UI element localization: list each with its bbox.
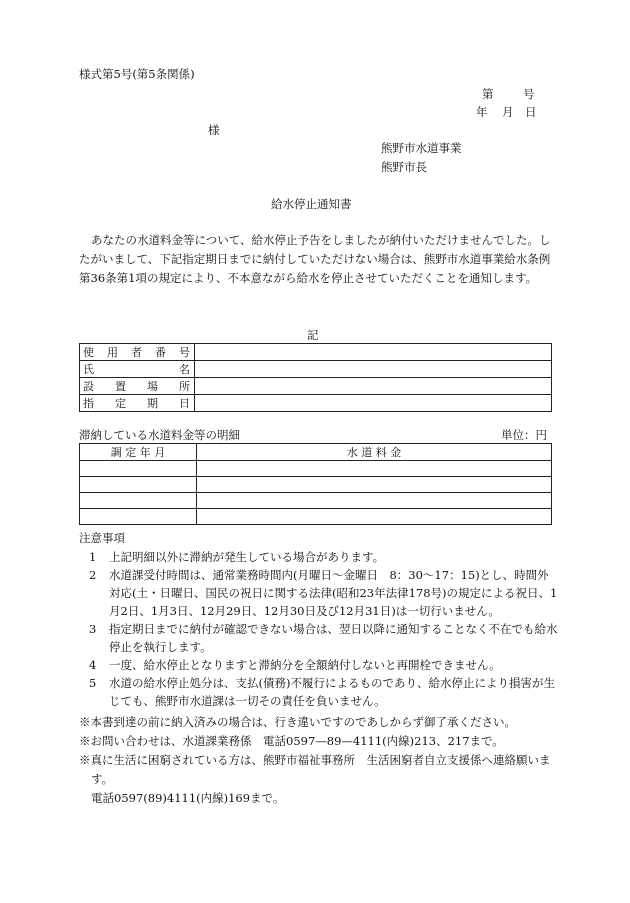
- arrears-unit: 単位：円: [501, 428, 547, 442]
- form-id: 様式第5号(第5条関係): [79, 67, 195, 81]
- arrears-cell: [80, 461, 197, 477]
- arrears-cell: [197, 477, 552, 493]
- remark-line: ※本書到達の前に納入済みの場合は、行き違いですのであしからず御了承ください。: [79, 715, 516, 729]
- note-item: [79, 548, 559, 566]
- remark-line: ※真に生活に困窮されている方は、熊野市福祉事務所 生活困窮者自立支援係へ連絡願います。: [79, 753, 551, 786]
- doc-number-go: 号: [523, 87, 535, 101]
- arrears-cell: [197, 509, 552, 525]
- info-table: [79, 343, 552, 412]
- doc-number-dai: 第: [482, 87, 494, 101]
- info-row: [80, 344, 552, 361]
- info-row: [80, 378, 552, 395]
- arrears-cell: [80, 477, 197, 493]
- arrears-cell: [80, 493, 197, 509]
- info-row-label: 設 置 場 所: [80, 378, 195, 395]
- date-year: 年: [476, 105, 488, 119]
- arrears-cell: [80, 509, 197, 525]
- note-number: 3: [89, 622, 97, 636]
- addressee-suffix: 様: [208, 123, 220, 137]
- info-row-label: 氏 名: [80, 361, 195, 378]
- arrears-title: 滞納している水道料金等の明細: [79, 428, 240, 442]
- info-row: [80, 395, 552, 412]
- remarks: [79, 713, 561, 808]
- notes-list: [79, 548, 559, 710]
- arrears-row: [80, 461, 552, 477]
- note-number: 5: [89, 676, 97, 690]
- date-month: 月: [502, 105, 514, 119]
- info-row-value: [195, 361, 552, 378]
- info-row-value: [195, 395, 552, 412]
- doc-title: 給水停止通知書: [271, 197, 352, 211]
- arrears-row: [80, 509, 552, 525]
- arrears-header-row: [80, 444, 552, 461]
- info-row-value: [195, 378, 552, 395]
- body-text: あなたの水道料金等について、給水停止予告をしましたが納付いただけませんでした。したがいまして、下記指定期日までに納付していただけない場合は、熊野市水道事業給水条例第36条第1項の規定により、不本意ながら給水を停止させていただくことを通知します。: [79, 233, 551, 285]
- notes-title: 注意事項: [79, 531, 125, 545]
- note-text: 水道の給水停止処分は、支払(債務)不履行によるものであり、給水停止により損害が生じても、熊野市水道課は一切その責任を負いません。: [109, 676, 555, 708]
- arrears-row: [80, 493, 552, 509]
- date-day: 日: [525, 105, 537, 119]
- note-number: 4: [89, 658, 97, 672]
- arrears-table: [79, 443, 552, 525]
- remark-line: ※お問い合わせは、水道課業務係 電話0597—89—4111(内線)213、217まで。: [79, 734, 504, 748]
- remark-line: 電話0597(89)4111(内線)169まで。: [91, 791, 285, 805]
- note-text: 上記明細以外に滞納が発生している場合があります。: [109, 550, 385, 564]
- note-number: 2: [89, 568, 97, 582]
- issuer-title: 熊野市長: [381, 160, 427, 174]
- info-row-label: 使 用 者 番 号: [80, 344, 195, 361]
- note-item: [79, 674, 559, 710]
- info-row-label: 指 定 期 日: [80, 395, 195, 412]
- arrears-cell: [197, 493, 552, 509]
- ki-label: 記: [307, 328, 319, 342]
- info-row-value: [195, 344, 552, 361]
- info-row: [80, 361, 552, 378]
- note-item: [79, 566, 559, 620]
- note-text: 水道課受付時間は、通常業務時間内(月曜日～金曜日 8：30～17：15)とし、時間外対応(土・日曜日、国民の祝日に関する法律(昭和23年法律178号)の規定による祝日、1月2日、1月3日、12月29日、12月30日及び12月31日)は一切行いません。: [109, 568, 558, 618]
- issuer-org: 熊野市水道事業: [381, 141, 462, 155]
- note-item: [79, 620, 559, 656]
- note-item: [79, 656, 559, 674]
- note-number: 1: [89, 550, 97, 564]
- arrears-cell: [197, 461, 552, 477]
- note-text: 一度、給水停止となりますと滞納分を全額納付しないと再開栓できません。: [109, 658, 501, 672]
- arrears-header: 調 定 年 月: [80, 444, 197, 461]
- arrears-header: 水 道 料 金: [197, 444, 552, 461]
- arrears-row: [80, 477, 552, 493]
- note-text: 指定期日までに納付が確認できない場合は、翌日以降に通知することなく不在でも給水停止を執行します。: [109, 622, 558, 654]
